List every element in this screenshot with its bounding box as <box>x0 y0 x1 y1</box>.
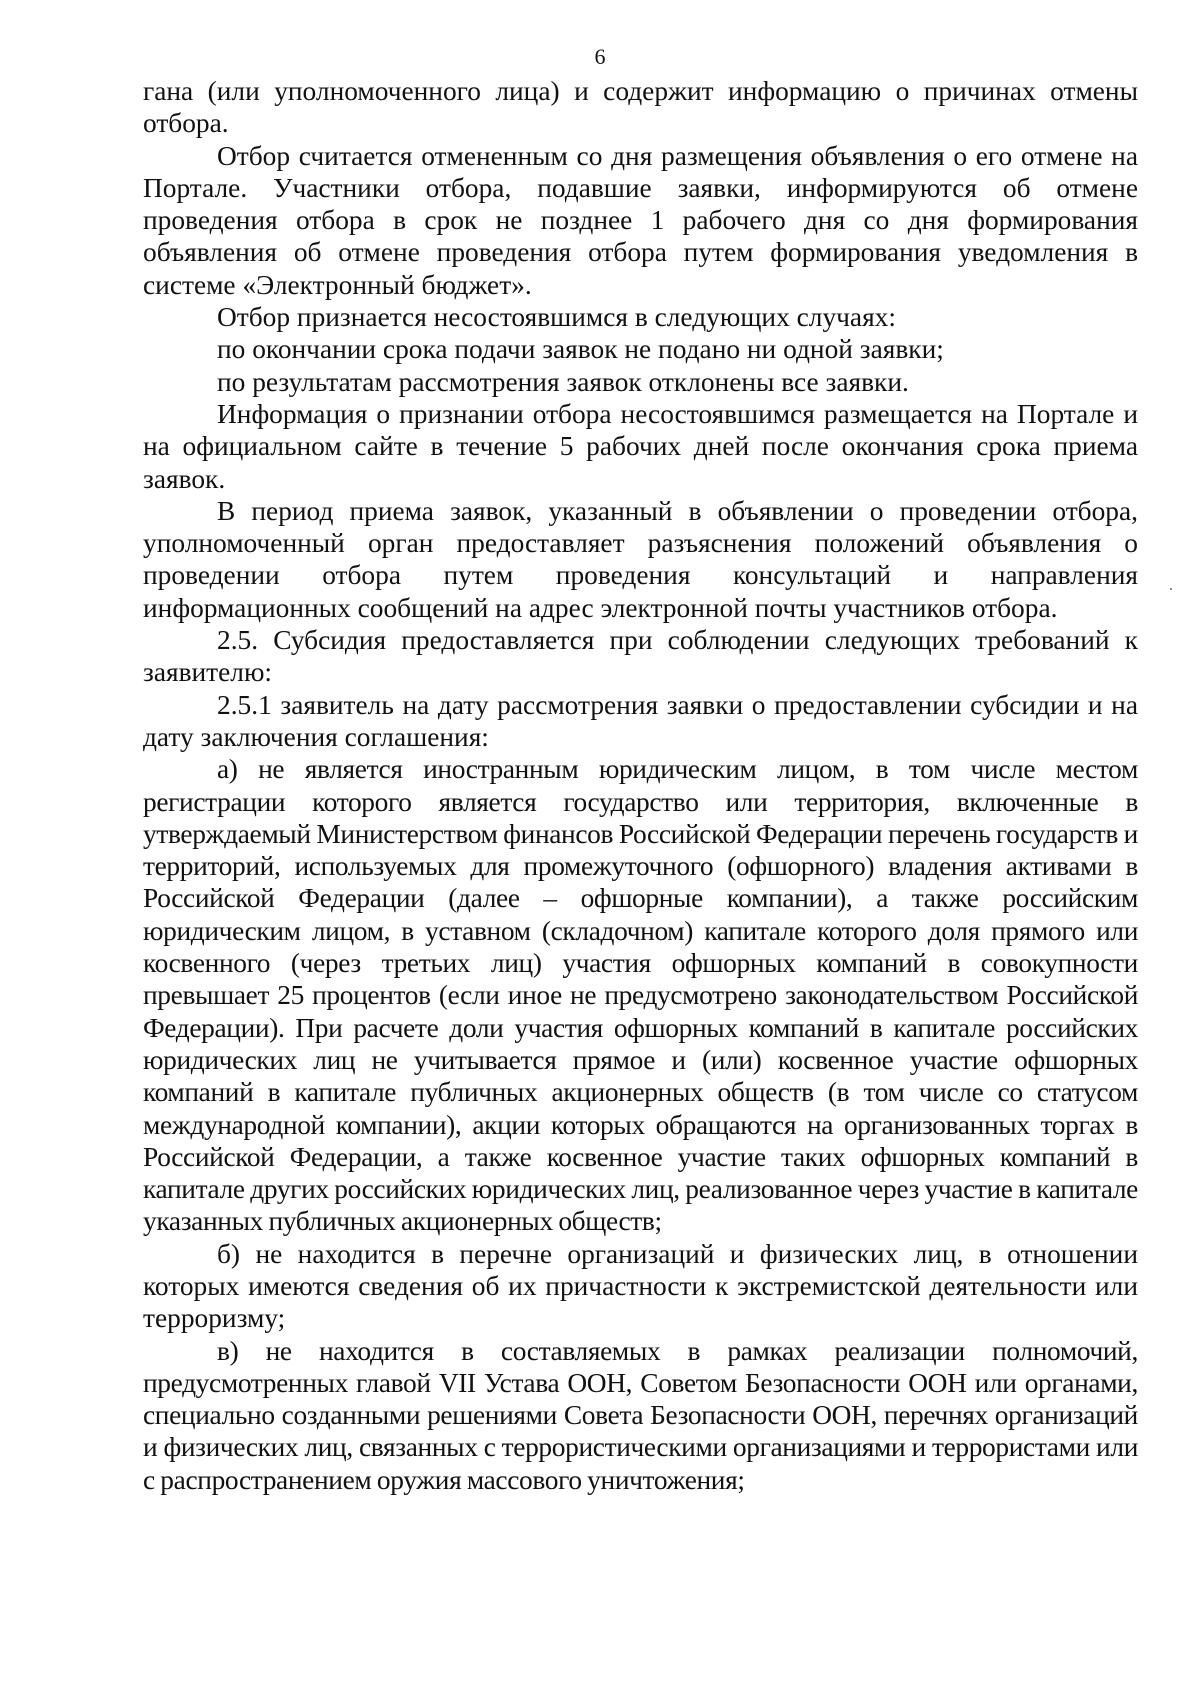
page-number: 6 <box>594 44 606 69</box>
paragraph-cancellation: Отбор считается отмененным со дня размещения объявления о его отмене на Портале. Участники отбора, подавшие заявки, информируются об отмене проведения отбора в срок не позднее 1 рабочего дня со дня формирования объявления об отмене проведения отбора путем формирования уведомления в системе «Электронный бюджет». <box>143 140 1138 300</box>
list-item-v: в) не находится в составляемых в рамках реализации полномочий, предусмотренных главой VII Устава ООН, Советом Безопасности ООН или органами, специально созданными решениями Совета Безопасности ООН, перечнях организаций и физических лиц, связанных с террористическими организациями и террористами или с распространением оружия массового уничтожения; <box>143 1335 1138 1495</box>
paragraph-failed-selection: Отбор признается несостоявшимся в следующих случаях: <box>217 302 896 333</box>
list-item-a: а) не является иностранным юридическим лицом, в том числе местом регистрации которого является государство или территория, включенные в утверждаемый Министерством финансов Российской Федерации перечень государств и территорий, используемых для промежуточного (офшорного) владения активами в Российской Федерации (далее – офшорные компании), а также российским юридическим лицом, в уставном (складочном) капитале которого доля прямого или косвенного (через третьих лиц) участия офшорных компаний в совокупности превышает 25 процентов (если иное не предусмотрено законодательством Российской Федерации). При расчете доли участия офшорных компаний в капитале российских юридических лиц не учитывается прямое и (или) косвенное участие офшорных компаний в капитале публичных акционерных обществ (в том числе со статусом международной компании), акции которых обращаются на организованных торгах в Российской Федерации, а также косвенное участие таких офшорных компаний в капитале других российских юридических лиц, реализованное через участие в капитале указанных публичных акционерных обществ; <box>143 754 1138 1237</box>
list-item-b: б) не находится в перечне организаций и физических лиц, в отношении которых имеются сведения об их причастности к экстремистской деятельности или терроризму; <box>143 1238 1138 1334</box>
paragraph-continuation: гана (или уполномоченного лица) и содержит информацию о причинах отмены отбора. <box>143 76 1138 139</box>
list-item-all-rejected: по результатам рассмотрения заявок отклонены все заявки. <box>217 366 909 397</box>
paragraph-consultations: В период приема заявок, указанный в объявлении о проведении отбора, уполномоченный орган предоставляет разъяснения положений объявления о проведении отбора путем проведения консультаций и направления информационных сообщений на адрес электронной почты участников отбора. <box>143 495 1138 623</box>
paragraph-section-2-5-1: 2.5.1 заявитель на дату рассмотрения заявки о предоставлении субсидии и на дату заключения соглашения: <box>143 689 1138 752</box>
scan-speck <box>1170 588 1172 590</box>
paragraph-section-2-5: 2.5. Субсидия предоставляется при соблюдении следующих требований к заявителю: <box>143 625 1138 688</box>
document-body <box>143 75 1138 1496</box>
list-item-no-applications: по окончании срока подачи заявок не подано ни одной заявки; <box>217 334 944 365</box>
paragraph-failed-info: Информация о признании отбора несостоявшимся размещается на Портале и на официальном сайте в течение 5 рабочих дней после окончания срока приема заявок. <box>143 398 1138 494</box>
